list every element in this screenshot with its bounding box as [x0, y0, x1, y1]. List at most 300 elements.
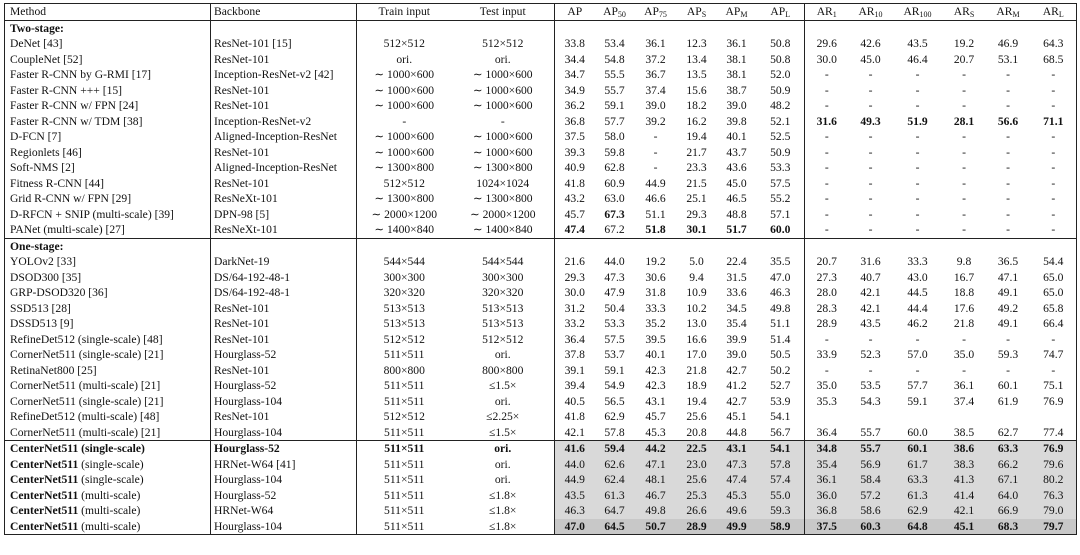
backbone-cell: DPN-98 [5]	[211, 207, 357, 223]
metric-value-ar10: 55.7	[849, 441, 893, 457]
metric-subscript: L	[785, 10, 791, 20]
backbone-cell: Hourglass-52	[211, 378, 357, 394]
method-setting: (single-scale)	[78, 473, 144, 487]
metric-value-aps: 9.4	[689, 270, 704, 284]
empty-cell	[805, 20, 849, 36]
metric-name: AR	[996, 5, 1013, 19]
metric-subscript: S	[969, 10, 975, 20]
empty-cell	[849, 238, 893, 254]
table-row	[5, 83, 1077, 99]
metric-value-ars: 38.3	[943, 457, 986, 473]
col-metric-aps	[677, 4, 717, 21]
method-cell	[5, 472, 211, 488]
method-name: PANet (multi-scale) [27]	[10, 223, 125, 237]
table-row	[5, 332, 1077, 348]
metric-value-ap50: 57.5	[604, 332, 625, 346]
metric-value-ap: 39.4	[555, 378, 595, 394]
table-row	[5, 114, 1077, 130]
metric-value-arl: -	[1031, 207, 1077, 223]
metric-value-ap75: 30.6	[645, 270, 666, 284]
metric-value-arl: 79.7	[1031, 519, 1077, 535]
method-name: DSSD513 [9]	[10, 317, 74, 331]
metric-name: AP	[725, 5, 741, 19]
metric-value-ap50: 63.0	[604, 192, 625, 206]
table-row	[5, 409, 1077, 425]
metric-value-ar10: 53.5	[860, 379, 881, 393]
metric-value-apm: 45.3	[717, 488, 757, 504]
metric-value-arm: -	[1006, 332, 1010, 346]
train-input-cell: 511×511	[357, 503, 452, 519]
empty-cell	[555, 238, 595, 254]
table-row	[5, 285, 1077, 301]
metric-value-ar100: 62.9	[893, 503, 943, 519]
metric-value-apl: 58.9	[757, 519, 805, 535]
table-row	[5, 222, 1077, 238]
train-input-cell: 300×300	[357, 270, 452, 286]
highlight-row	[5, 441, 1077, 457]
metric-value-ap50: 54.9	[604, 379, 625, 393]
table-row	[5, 67, 1077, 83]
metric-value-ap75: 39.2	[645, 114, 666, 128]
empty-cell	[893, 20, 943, 36]
metric-value-ap50: 57.8	[604, 425, 625, 439]
metric-value-aps: 13.5	[686, 68, 707, 82]
method-cell	[5, 378, 211, 394]
metric-value-ars: -	[962, 68, 966, 82]
test-input-cell: ∼ 1000×600	[472, 68, 533, 82]
metric-value-apm: 39.0	[726, 348, 747, 362]
metric-value-aps: 16.2	[686, 114, 707, 128]
metric-value-ar10: 52.3	[860, 348, 881, 362]
metric-value-ap50: 67.2	[604, 223, 625, 237]
metric-value-apm: 35.4	[726, 317, 747, 331]
train-input-cell: ∼ 1300×800	[357, 191, 452, 207]
backbone-cell: ResNet-101 [15]	[211, 36, 357, 52]
metric-value-ap75: 42.3	[645, 379, 666, 393]
method-cell	[5, 67, 211, 83]
empty-cell	[211, 238, 357, 254]
metric-value-ap50: 64.5	[595, 519, 635, 535]
metric-value-arm: -	[1006, 83, 1010, 97]
metric-value-ar100: 64.8	[893, 519, 943, 535]
metric-value-ars: 36.1	[953, 379, 975, 393]
metric-value-ar100: 57.7	[907, 379, 928, 393]
metric-value-ap75: 44.9	[645, 176, 666, 190]
metric-value-aps: 25.6	[686, 410, 707, 424]
metric-value-arm: -	[1006, 68, 1010, 82]
metric-value-arl: 76.9	[1031, 394, 1077, 410]
metric-value-ar10: 43.5	[860, 317, 881, 331]
method-cell	[5, 301, 211, 317]
test-input-cell: ≤1.8×	[489, 488, 517, 502]
metric-value-ap: 40.9	[555, 160, 595, 176]
metric-value-arm: 67.1	[986, 472, 1031, 488]
metric-value-arl	[1031, 409, 1077, 425]
metric-value-ar1: 33.9	[805, 347, 849, 363]
backbone-cell: Aligned-Inception-ResNet	[211, 129, 357, 145]
metric-value-arl: 64.3	[1031, 36, 1077, 52]
empty-cell	[595, 238, 635, 254]
metric-value-apm: 39.0	[726, 99, 747, 113]
metric-value-ar10: 54.3	[860, 394, 881, 408]
empty-cell	[757, 238, 805, 254]
metric-value-ar1: 35.3	[805, 394, 849, 410]
empty-cell	[717, 20, 757, 36]
table-row	[5, 301, 1077, 317]
metric-value-arm: -	[1006, 207, 1010, 221]
test-input-cell: ≤1.5×	[489, 379, 517, 393]
train-input-cell: 511×511	[357, 378, 452, 394]
metric-value-ars: -	[962, 332, 966, 346]
metric-value-ap50: 61.3	[595, 488, 635, 504]
metric-value-ars: -	[962, 363, 966, 377]
method-cell	[5, 332, 211, 348]
backbone-cell: Hourglass-104	[211, 425, 357, 441]
metric-value-ar100: 44.4	[907, 301, 928, 315]
metric-value-ap50: 59.4	[595, 441, 635, 457]
metric-value-ap75: 49.8	[635, 503, 677, 519]
metric-value-ar1: -	[805, 207, 849, 223]
test-input-cell: ∼ 1000×600	[472, 130, 533, 144]
metric-value-arm: 66.2	[986, 457, 1031, 473]
method-name: CenterNet511	[10, 457, 79, 471]
metric-value-ar10: 42.1	[860, 286, 881, 300]
col-metric-ar10	[849, 4, 893, 21]
backbone-cell: DS/64-192-48-1	[211, 285, 357, 301]
metric-value-apm: 38.1	[726, 52, 747, 66]
test-input-cell: ori.	[494, 394, 511, 408]
method-name: Regionlets [46]	[10, 145, 82, 159]
method-name: RefineDet512 (single-scale) [48]	[10, 332, 163, 346]
backbone-cell: Inception-ResNet-v2	[211, 114, 357, 130]
metric-value-ars: -	[962, 207, 966, 221]
metric-value-ar1: -	[805, 363, 849, 379]
test-input-cell: ori.	[452, 441, 555, 457]
metric-value-ap: 39.1	[555, 363, 595, 379]
metric-subscript: L	[1058, 10, 1064, 20]
backbone-cell: ResNeXt-101	[211, 191, 357, 207]
metric-value-arm: 49.1	[997, 286, 1019, 300]
col-metric-ar1	[805, 4, 849, 21]
method-cell	[5, 285, 211, 301]
metric-value-ars: 35.0	[953, 348, 975, 362]
method-name: CenterNet511	[10, 473, 79, 487]
metric-value-arl: -	[1031, 98, 1077, 114]
metric-value-ars: 16.7	[953, 270, 975, 284]
metric-subscript: M	[740, 10, 748, 20]
metric-value-ars: 20.7	[953, 52, 975, 66]
metric-value-ars: 41.3	[943, 472, 986, 488]
empty-cell	[677, 20, 717, 36]
metric-value-arm: 47.1	[997, 270, 1019, 284]
metric-value-ap50: 50.4	[604, 301, 625, 315]
metric-value-ap50: 53.3	[604, 317, 625, 331]
metric-value-apl: 46.3	[770, 286, 791, 300]
empty-cell	[986, 20, 1031, 36]
train-input-cell: ∼ 1000×600	[357, 145, 452, 161]
table-row	[5, 347, 1077, 363]
metric-value-arl: 80.2	[1031, 472, 1077, 488]
header-row	[5, 4, 1077, 21]
metric-value-ar10	[849, 409, 893, 425]
metric-value-ars: 18.8	[953, 286, 975, 300]
metric-value-ar1: 35.4	[805, 457, 849, 473]
metric-value-ap50: 59.1	[604, 99, 625, 113]
metric-value-ap: 46.3	[555, 503, 595, 519]
metric-value-ar10: -	[868, 192, 873, 206]
col-test-input: Test input	[452, 4, 555, 21]
metric-value-apl: 56.7	[770, 425, 791, 439]
metric-name: AR	[1042, 5, 1059, 19]
backbone-cell: Aligned-Inception-ResNet	[211, 160, 357, 176]
metric-value-apl: 50.9	[770, 145, 791, 159]
metric-value-ar100: 61.7	[893, 457, 943, 473]
section-header-row	[5, 238, 1077, 254]
metric-value-aps: 21.7	[686, 145, 707, 159]
metric-value-apl: 47.0	[770, 270, 791, 284]
metric-value-ap: 47.4	[555, 222, 595, 238]
test-input-cell: 512×512	[482, 332, 524, 346]
method-setting: (single-scale)	[78, 442, 145, 456]
metric-value-apm: 34.5	[726, 301, 747, 315]
method-name: DeNet [43]	[10, 37, 63, 51]
metric-value-ars: 38.5	[953, 425, 975, 439]
metric-value-arm: 60.1	[997, 379, 1019, 393]
metric-value-ar100: 57.0	[907, 348, 928, 362]
metric-value-ap50: 53.4	[604, 37, 625, 51]
metric-value-ar100: 46.2	[907, 317, 928, 331]
metric-value-ar10: 58.6	[849, 503, 893, 519]
metric-value-ap: 41.6	[555, 441, 595, 457]
metric-value-ap: 41.8	[555, 176, 595, 192]
metric-value-arm: -	[1006, 363, 1010, 377]
metric-value-ap75: 39.0	[645, 99, 666, 113]
empty-cell	[211, 20, 357, 36]
metric-value-ap50: 67.3	[604, 207, 625, 221]
method-cell	[5, 129, 211, 145]
metric-value-aps: 19.4	[686, 394, 707, 408]
method-cell	[5, 488, 211, 504]
col-metric-ap	[555, 4, 595, 21]
metric-value-arl: 79.6	[1031, 457, 1077, 473]
metric-value-ars: -	[962, 130, 966, 144]
metric-value-apl: 49.8	[770, 301, 791, 315]
metric-value-apl: 53.3	[770, 161, 791, 175]
test-input-cell: ori.	[494, 52, 511, 66]
method-cell	[5, 52, 211, 68]
train-input-cell: 320×320	[357, 285, 452, 301]
metric-value-apl: 57.1	[770, 207, 791, 221]
metric-value-apl: 50.9	[770, 83, 791, 97]
empty-cell	[635, 238, 677, 254]
empty-cell	[635, 20, 677, 36]
metric-value-aps: 25.1	[686, 192, 707, 206]
metric-value-ars: 19.2	[953, 37, 975, 51]
metric-value-apl: 48.2	[770, 99, 791, 113]
col-train-input: Train input	[357, 4, 452, 21]
section-title: Two-stage:	[5, 20, 211, 36]
metric-value-ap75: 51.8	[645, 223, 666, 237]
train-input-cell: 511×511	[357, 488, 452, 504]
metric-name: AP	[567, 5, 583, 19]
train-input-cell: 512×512	[357, 409, 452, 425]
metric-value-aps: 21.8	[686, 363, 707, 377]
metric-value-ars: 21.8	[953, 317, 975, 331]
test-input-cell: ori.	[494, 348, 511, 362]
metric-subscript: 100	[919, 10, 932, 20]
metric-value-ap50: 54.8	[604, 52, 625, 66]
metric-value-aps: 12.3	[686, 37, 707, 51]
col-metric-ar100	[893, 4, 943, 21]
metric-value-apl: 51.1	[770, 317, 791, 331]
col-metric-arm	[986, 4, 1031, 21]
metric-value-ap: 31.2	[555, 301, 595, 317]
metric-value-ap: 36.8	[555, 114, 595, 130]
metric-value-arl: -	[1031, 222, 1077, 238]
method-name: Faster R-CNN +++ [15]	[10, 83, 123, 97]
table-row	[5, 129, 1077, 145]
metric-value-apm: 39.9	[726, 332, 747, 346]
metric-value-apm: 45.1	[726, 410, 747, 424]
metric-value-ap: 34.4	[555, 52, 595, 68]
metric-value-ap: 43.5	[555, 488, 595, 504]
backbone-cell: HRNet-W64 [41]	[211, 457, 357, 473]
metric-value-ars: -	[962, 145, 966, 159]
metric-value-ap75: 45.7	[645, 410, 666, 424]
method-name: Fitness R-CNN [44]	[10, 176, 105, 190]
metric-name: AR	[816, 5, 833, 19]
train-input-cell: 511×511	[357, 472, 452, 488]
metric-value-ap: 47.0	[555, 519, 595, 535]
metric-value-ap75: 31.8	[645, 286, 666, 300]
metric-value-ar10: 42.6	[860, 37, 881, 51]
table-row	[5, 98, 1077, 114]
metric-value-ap50: 57.7	[604, 114, 625, 128]
metric-value-arl: -	[1031, 176, 1077, 192]
metric-value-ar10: 45.0	[860, 52, 881, 66]
metric-value-arl: 76.9	[1031, 441, 1077, 457]
method-name: Faster R-CNN w/ FPN [24]	[10, 99, 139, 113]
metric-value-ar1: -	[805, 160, 849, 176]
metric-value-aps: 23.0	[677, 457, 717, 473]
test-input-cell: ≤1.8×	[489, 504, 517, 518]
results-table	[4, 3, 1077, 535]
test-input-cell: ≤2.25×	[486, 410, 520, 424]
metric-value-apm: 49.6	[717, 503, 757, 519]
metric-value-ar10: -	[868, 332, 873, 346]
metric-value-arm: -	[1006, 161, 1010, 175]
train-input-cell: ∼ 1000×600	[357, 67, 452, 83]
backbone-cell: Hourglass-52	[211, 347, 357, 363]
empty-cell	[357, 20, 452, 36]
metric-subscript: 50	[617, 10, 626, 20]
metric-value-apm: 40.1	[726, 130, 747, 144]
metric-value-ar100: -	[915, 192, 920, 206]
metric-value-arm: 46.9	[997, 37, 1019, 51]
metric-value-arl: 74.7	[1031, 347, 1077, 363]
metric-value-ars: 28.1	[953, 114, 975, 128]
metric-value-ar100: 61.3	[893, 488, 943, 504]
metric-value-apl: 50.8	[770, 52, 791, 66]
method-name: CenterNet511	[10, 519, 79, 533]
metric-value-aps: 29.3	[686, 207, 707, 221]
metric-value-ap50: 55.7	[604, 83, 625, 97]
table-row	[5, 207, 1077, 223]
metric-value-ars: 41.4	[943, 488, 986, 504]
test-input-cell: 1024×1024	[476, 176, 530, 190]
backbone-cell: DS/64-192-48-1	[211, 270, 357, 286]
metric-value-ap75: 51.1	[645, 207, 666, 221]
empty-cell	[986, 238, 1031, 254]
metric-value-ar100: -	[915, 145, 920, 159]
metric-value-ar100: -	[915, 99, 920, 113]
metric-value-ars: 38.6	[943, 441, 986, 457]
metric-value-arm: 68.3	[986, 519, 1031, 535]
metric-value-apm: 33.6	[726, 286, 747, 300]
method-cell	[5, 503, 211, 519]
metric-value-ars	[943, 409, 986, 425]
metric-value-arl: -	[1031, 129, 1077, 145]
backbone-cell: ResNet-101	[211, 409, 357, 425]
metric-value-apl: 54.1	[770, 410, 791, 424]
empty-cell	[452, 20, 555, 36]
metric-value-ap75: 42.3	[645, 363, 666, 377]
highlight-row	[5, 488, 1077, 504]
metric-value-ar1: 27.3	[805, 270, 849, 286]
metric-value-arl: 66.4	[1031, 316, 1077, 332]
metric-value-arl: 79.0	[1031, 503, 1077, 519]
metric-value-ars: -	[962, 83, 966, 97]
metric-value-apm: 44.8	[726, 425, 747, 439]
method-cell	[5, 222, 211, 238]
train-input-cell: ∼ 1000×600	[357, 83, 452, 99]
method-cell	[5, 145, 211, 161]
train-input-cell: ∼ 1400×840	[357, 222, 452, 238]
train-input-cell: 512×512	[357, 176, 452, 192]
metric-value-apl: 57.4	[757, 472, 805, 488]
metric-value-ap50: 44.0	[604, 255, 625, 269]
metric-value-ar100: 59.1	[907, 394, 928, 408]
metric-value-ap50: 58.0	[604, 130, 625, 144]
test-input-cell: ∼ 2000×1200	[469, 207, 536, 221]
empty-cell	[757, 20, 805, 36]
metric-value-apm: 42.7	[726, 394, 747, 408]
train-input-cell: ∼ 1000×600	[357, 129, 452, 145]
metric-value-ar10: -	[868, 99, 873, 113]
method-name: RefineDet512 (multi-scale) [48]	[10, 410, 160, 424]
empty-cell	[595, 20, 635, 36]
test-input-cell: ∼ 1000×600	[472, 99, 533, 113]
metric-value-aps: 16.6	[686, 332, 707, 346]
method-cell	[5, 254, 211, 270]
train-input-cell: 513×513	[357, 301, 452, 317]
backbone-cell: ResNet-101	[211, 316, 357, 332]
metric-value-arm: -	[1006, 130, 1010, 144]
metric-value-apm: 47.4	[717, 472, 757, 488]
metric-value-apl: 54.1	[757, 441, 805, 457]
metric-value-apm: 22.4	[726, 255, 747, 269]
metric-value-ap75: 48.1	[635, 472, 677, 488]
metric-value-ar1: -	[805, 191, 849, 207]
metric-value-arm: -	[1006, 99, 1010, 113]
metric-value-arl: -	[1031, 83, 1077, 99]
col-metric-ap75	[635, 4, 677, 21]
train-input-cell: 511×511	[357, 347, 452, 363]
method-cell	[5, 457, 211, 473]
table-row	[5, 254, 1077, 270]
method-cell	[5, 114, 211, 130]
method-cell	[5, 316, 211, 332]
